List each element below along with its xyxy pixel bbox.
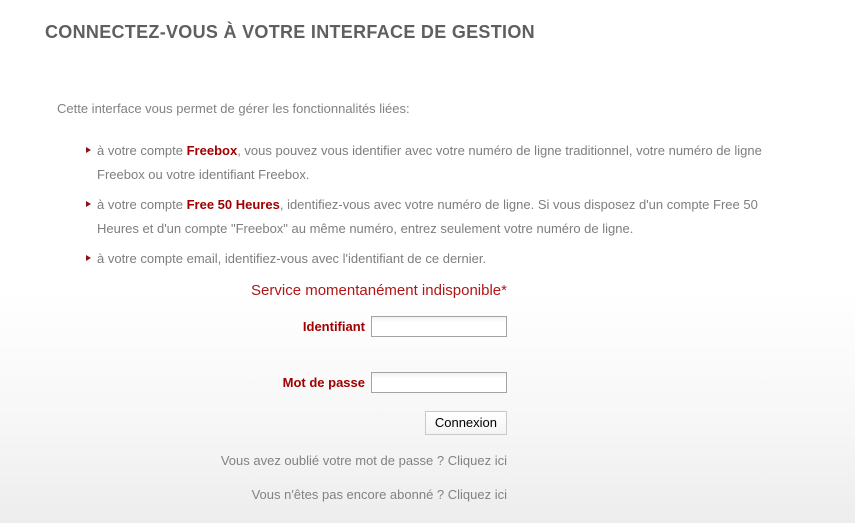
bullet-text-prefix: à votre compte <box>97 143 187 158</box>
list-item-freebox <box>97 139 800 187</box>
service-unavailable-message: Service momentanément indisponible* <box>251 282 507 299</box>
username-label: Identifiant <box>302 319 365 334</box>
password-row <box>0 372 507 393</box>
bullet-text-suffix: , vous pouvez vous identifier avec votre numéro de ligne traditionnel, votre numéro de ligne Freebox ou votre identifiant Freebox. <box>97 143 762 182</box>
list-item-email <box>97 247 800 271</box>
login-form <box>0 282 507 504</box>
not-subscribed-row <box>0 486 507 504</box>
bullet-arrow-icon <box>86 255 91 261</box>
password-input[interactable] <box>371 372 507 393</box>
not-subscribed-link[interactable]: Vous n'êtes pas encore abonné ? Cliquez ici <box>251 487 507 502</box>
bullet-arrow-icon <box>86 201 91 207</box>
page-title: CONNECTEZ-VOUS À VOTRE INTERFACE DE GESTION <box>45 22 535 42</box>
bullet-text-highlight: Free 50 Heures <box>186 197 280 212</box>
username-row <box>0 316 507 337</box>
intro-text: Cette interface vous permet de gérer les fonctionnalités liées: <box>57 101 410 116</box>
password-label: Mot de passe <box>282 375 365 390</box>
bullet-text-highlight: Freebox <box>186 143 238 158</box>
bullet-text-prefix: à votre compte email, identifiez-vous avec l'identifiant de ce dernier. <box>97 251 487 266</box>
account-info-list <box>0 139 855 271</box>
username-input[interactable] <box>371 316 507 337</box>
bullet-arrow-icon <box>86 147 91 153</box>
submit-row <box>0 411 507 435</box>
bullet-text-suffix: , identifiez-vous avec votre numéro de ligne. Si vous disposez d'un compte Free 50 Heures et d'un compte "Freebox" au même numéro, entrez seulement votre numéro de ligne. <box>97 197 758 236</box>
connexion-button[interactable]: Connexion <box>425 411 507 435</box>
list-item-free-50-heures <box>97 193 800 241</box>
forgot-password-link[interactable]: Vous avez oublié votre mot de passe ? Cliquez ici <box>220 453 507 468</box>
forgot-password-row <box>0 452 507 470</box>
bullet-text-prefix: à votre compte <box>97 197 187 212</box>
